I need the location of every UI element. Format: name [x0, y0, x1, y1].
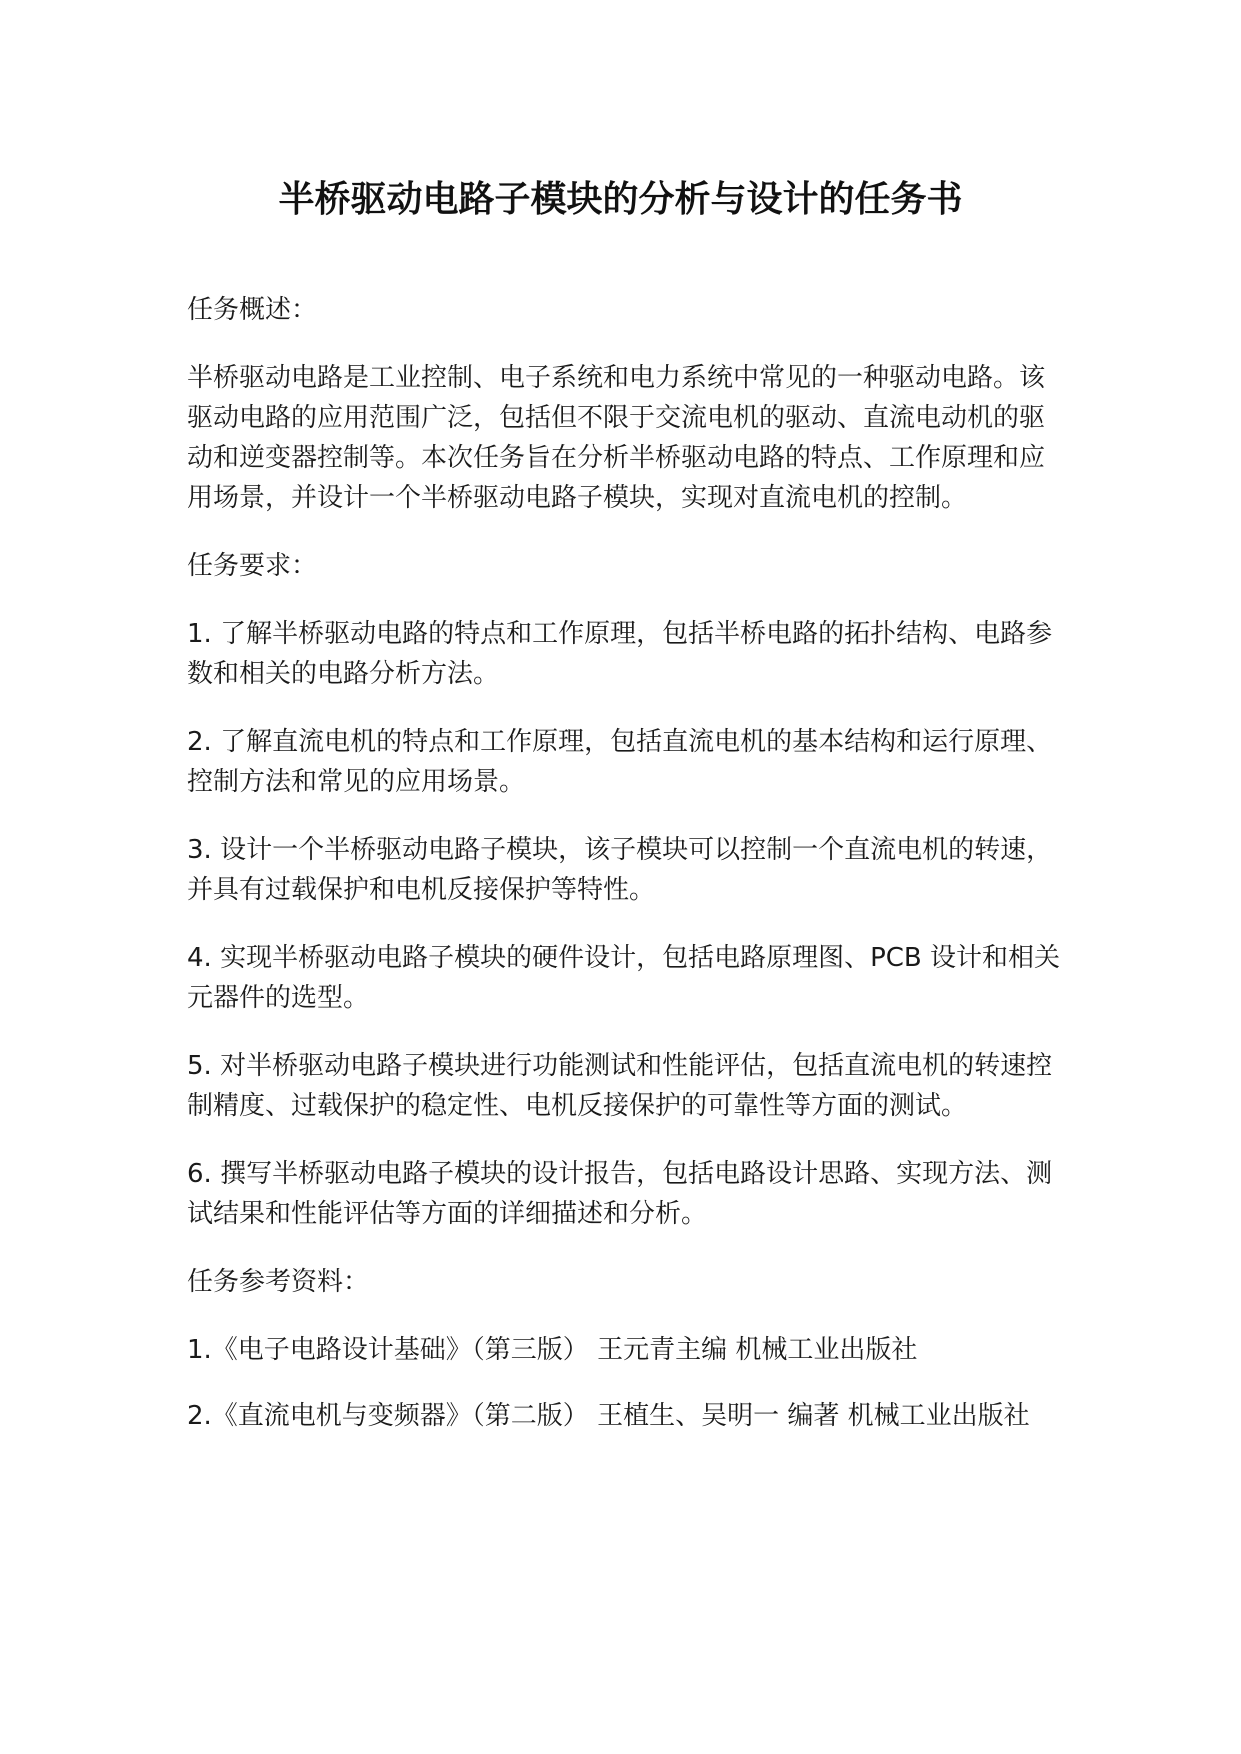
requirement-item-1: 1. 了解半桥驱动电路的特点和工作原理，包括半桥电路的拓扑结构、电路参数和相关的电路分析方法。	[187, 619, 1053, 689]
requirement-item-3: 3. 设计一个半桥驱动电路子模块，该子模块可以控制一个直流电机的转速，并具有过载保护和电机反接保护等特性。	[187, 835, 1053, 905]
overview-heading: 任务概述：	[187, 295, 318, 325]
document-body	[187, 290, 1067, 1462]
reference-item-1: 1.《电子电路设计基础》（第三版） 王元青主编 机械工业出版社	[187, 1335, 918, 1365]
requirement-item-4: 4. 实现半桥驱动电路子模块的硬件设计，包括电路原理图、PCB 设计和相关元器件的选型。	[187, 943, 1061, 1013]
requirement-item-2: 2. 了解直流电机的特点和工作原理，包括直流电机的基本结构和运行原理、控制方法和常见的应用场景。	[187, 727, 1053, 797]
references-heading: 任务参考资料：	[187, 1267, 370, 1297]
requirements-heading: 任务要求：	[187, 551, 318, 581]
document-title: 半桥驱动电路子模块的分析与设计的任务书	[278, 179, 963, 220]
reference-item-2: 2.《直流电机与变频器》（第二版） 王植生、吴明一 编著 机械工业出版社	[187, 1401, 1030, 1431]
requirement-item-6: 6. 撰写半桥驱动电路子模块的设计报告，包括电路设计思路、实现方法、测试结果和性能评估等方面的详细描述和分析。	[187, 1159, 1053, 1229]
overview-paragraph: 半桥驱动电路是工业控制、电子系统和电力系统中常见的一种驱动电路。该驱动电路的应用范围广泛，包括但不限于交流电机的驱动、直流电动机的驱动和逆变器控制等。本次任务旨在分析半桥驱动电路的特点、工作原理和应用场景，并设计一个半桥驱动电路子模块，实现对直流电机的控制。	[187, 363, 1046, 513]
requirement-item-5: 5. 对半桥驱动电路子模块进行功能测试和性能评估，包括直流电机的转速控制精度、过载保护的稳定性、电机反接保护的可靠性等方面的测试。	[187, 1051, 1053, 1121]
